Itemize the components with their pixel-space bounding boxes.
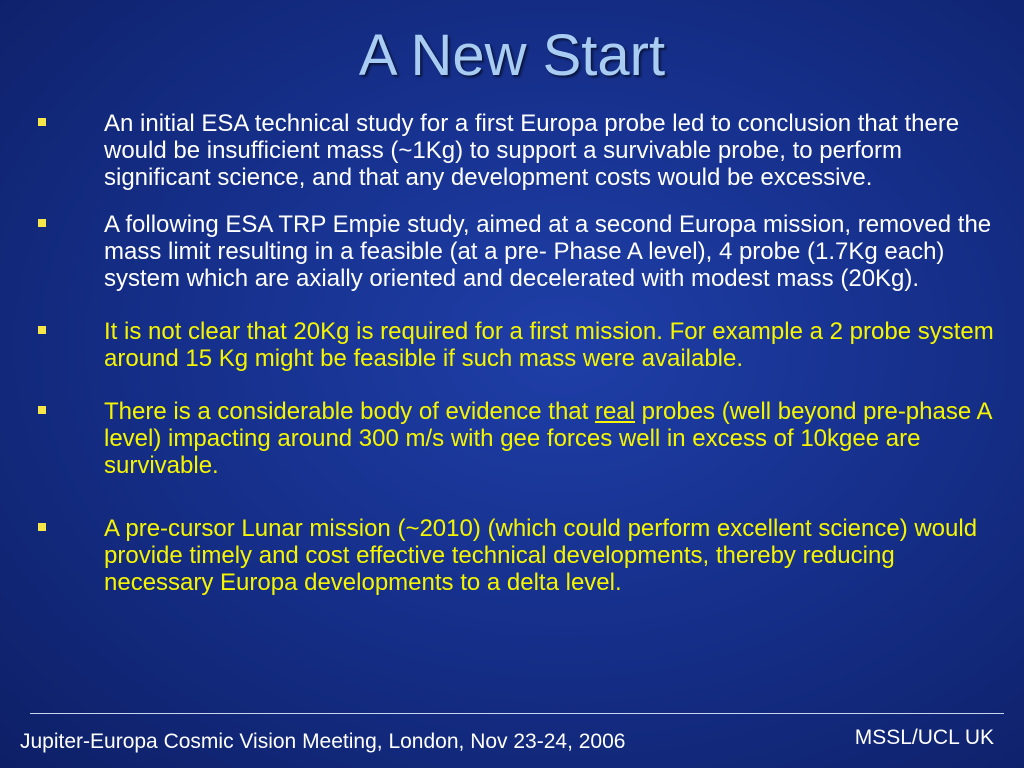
bullet-list <box>34 110 1002 596</box>
square-bullet-icon <box>38 219 46 227</box>
slide-title: A New Start <box>358 23 666 88</box>
bullet-item-2 <box>34 211 1002 292</box>
footer-divider <box>30 713 1004 714</box>
square-bullet-icon <box>38 326 46 334</box>
bullet-text-4-underlined: real <box>594 398 635 425</box>
square-bullet-icon <box>38 406 46 414</box>
bullet-text-4-before: There is a considerable body of evidence that <box>104 398 595 425</box>
bullet-text-5: A pre-cursor Lunar mission (~2010) (which could perform excellent science) would provide timely and cost effective technical developments, thereby reducing necessary Europa developments to a delta level. <box>104 515 978 596</box>
bullet-text-1: An initial ESA technical study for a first Europa probe led to conclusion that there would be insufficient mass (~1Kg) to support a survivable probe, to perform significant science, and that any development costs would be excessive. <box>104 110 960 191</box>
square-bullet-icon <box>38 523 46 531</box>
bullet-text-4-after: probes (well beyond pre-phase A level) impacting around 300 m/s with gee forces well in excess of 10kgee are survivable. <box>104 398 992 479</box>
bullet-text-2: A following ESA TRP Empie study, aimed at a second Europa mission, removed the mass limit resulting in a feasible (at a pre- Phase A level), 4 probe (1.7Kg each) system which are axially oriented and decelerated with modest mass (20Kg). <box>104 211 992 292</box>
square-bullet-icon <box>38 118 46 126</box>
bullet-item-3 <box>34 318 1002 372</box>
footer-meeting-label: Jupiter-Europa Cosmic Vision Meeting, London, Nov 23-24, 2006 <box>20 730 626 753</box>
bullet-text-3: It is not clear that 20Kg is required for a first mission. For example a 2 probe system around 15 Kg might be feasible if such mass were available. <box>104 318 994 372</box>
bullet-item-1 <box>34 110 1002 191</box>
bullet-item-4 <box>34 398 1002 479</box>
bullet-item-5 <box>34 515 1002 596</box>
footer-institution-label: MSSL/UCL UK <box>854 726 994 749</box>
